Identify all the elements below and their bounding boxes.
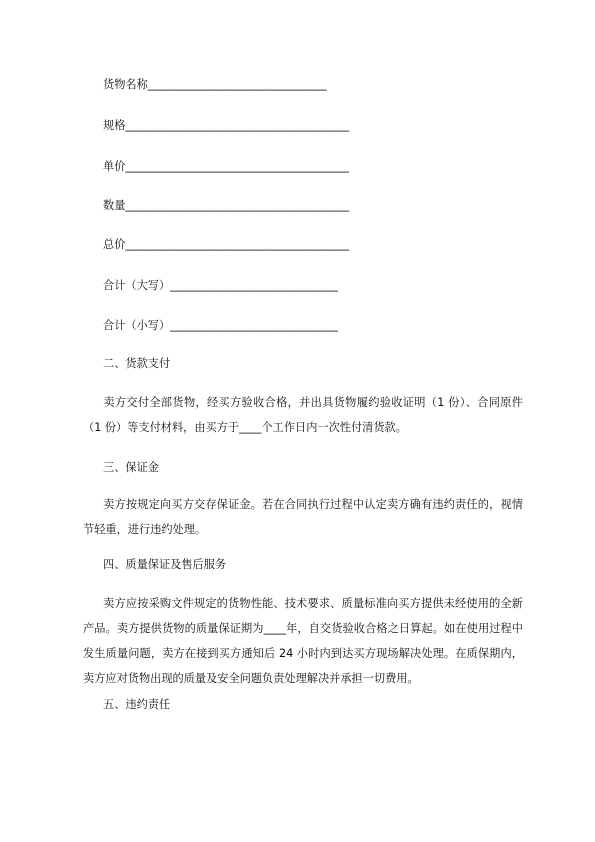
section-body-quality-text: 卖方应按采购文件规定的货物性能、技术要求、质量标准向买方提供未经使用的全新产品。卖方提供货物的质量保证期为____年，自交货验收合格之日算起。如在使用过程中发生质量问题，卖方在接到买方通知后 24 小时内到达买方现场解决处理。在质保期内，卖方应对货物出现的质量及安全问题负责处理解决并承担一切费用。 <box>83 597 523 685</box>
field-total-lowercase: 合计（小写）______________________________ <box>103 319 338 332</box>
section-heading-liability: 五、违约责任 <box>103 698 171 711</box>
section-body-payment <box>83 390 523 440</box>
section-heading-quality: 四、质量保证及售后服务 <box>103 558 227 571</box>
field-goods-name: 货物名称________________________________ <box>103 78 327 91</box>
field-quantity: 数量________________________________________ <box>103 199 350 212</box>
section-body-quality <box>83 591 523 691</box>
section-body-payment-text: 卖方交付全部货物，经买方验收合格，并出具货物履约验收证明（1 份）、合同原件（1 份）等支付材料，由买方于____个工作日内一次性付清货款。 <box>83 396 523 434</box>
field-specification: 规格________________________________________ <box>103 119 350 132</box>
field-total-price: 总价________________________________________ <box>103 238 350 251</box>
section-body-deposit-text: 卖方按规定向买方交存保证金。若在合同执行过程中认定卖方确有违约责任的，视情节轻重，进行违约处理。 <box>83 498 523 536</box>
section-body-deposit <box>83 492 523 542</box>
section-heading-payment: 二、货款支付 <box>103 357 171 370</box>
section-heading-deposit: 三、保证金 <box>103 461 159 474</box>
field-total-uppercase: 合计（大写）______________________________ <box>103 279 338 292</box>
field-unit-price: 单价________________________________________ <box>103 160 350 173</box>
